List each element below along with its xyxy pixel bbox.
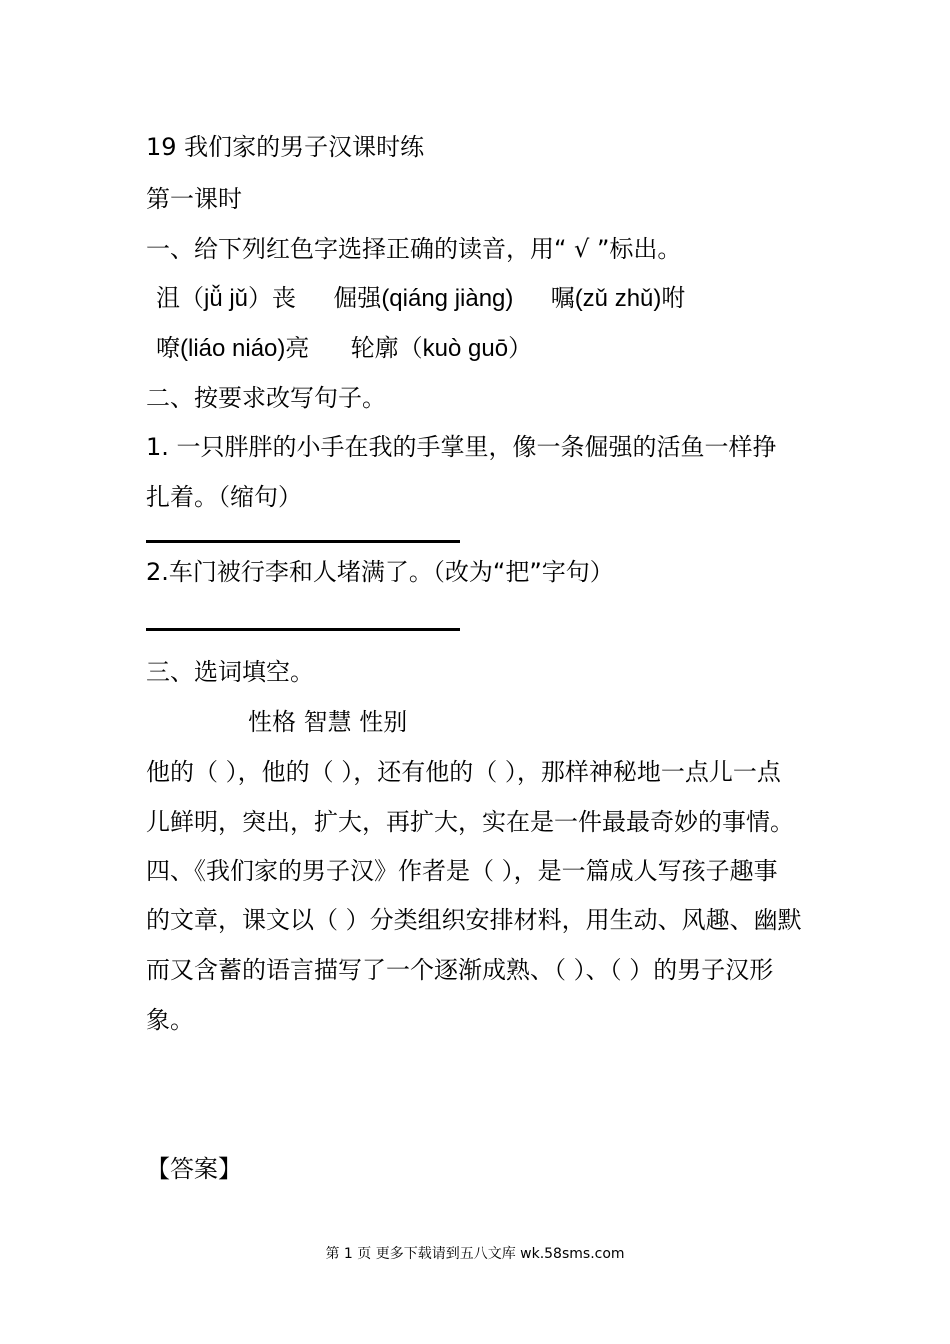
answer-heading: 【答案】 bbox=[146, 1155, 242, 1183]
word-5-options: （kuò guō） bbox=[398, 335, 533, 362]
word-1-options: （jǚ jǔ） bbox=[180, 285, 273, 312]
section3-heading: 三、选词填空。 bbox=[146, 658, 314, 686]
word-4-options: (liáo niáo) bbox=[180, 335, 286, 362]
section3-line-2: 儿鲜明，突出，扩大，再扩大，实在是一件最最奇妙的事情。 bbox=[146, 808, 794, 836]
question-1-line-2: 扎着。（缩句） bbox=[146, 483, 302, 511]
word-2-char: 倔强 bbox=[333, 284, 382, 312]
section2-heading: 二、按要求改写句子。 bbox=[146, 384, 386, 412]
pinyin-row-2 bbox=[156, 332, 532, 365]
answer-blank-1 bbox=[146, 540, 460, 543]
word-bank: 性格 智慧 性别 bbox=[248, 708, 408, 736]
question-2: 2.车门被行李和人堵满了。（改为“把”字句） bbox=[146, 558, 614, 586]
answer-blank-2 bbox=[146, 628, 460, 631]
section3-line-1: 他的（ ），他的（ ），还有他的（ ），那样神秘地一点儿一点 bbox=[146, 758, 781, 786]
pinyin-row-1 bbox=[156, 282, 685, 315]
section1-heading: 一、给下列红色字选择正确的读音，用“ √ ”标出。 bbox=[146, 235, 682, 263]
document-title: 19 我们家的男子汉课时练 bbox=[146, 133, 425, 161]
section4-line-4: 象。 bbox=[146, 1006, 194, 1034]
lesson-label: 第一课时 bbox=[146, 185, 242, 213]
word-5-char: 轮廓 bbox=[350, 334, 399, 362]
section4-line-3: 而又含蓄的语言描写了一个逐渐成熟、（ ）、（ ）的男子汉形 bbox=[146, 956, 774, 984]
word-2-options: (qiáng jiàng) bbox=[381, 285, 514, 312]
page-footer: 第 1 页 更多下载请到五八文库 wk.58sms.com bbox=[325, 1246, 625, 1262]
section4-line-1: 四、《我们家的男子汉》作者是（ ），是一篇成人写孩子趣事 bbox=[146, 857, 778, 885]
section4-line-2: 的文章，课文以（ ）分类组织安排材料，用生动、风趣、幽默 bbox=[146, 906, 802, 934]
word-1-char: 沮 bbox=[156, 284, 180, 312]
word-1-rest: 丧 bbox=[272, 284, 297, 312]
word-3-options: (zǔ zhǔ) bbox=[574, 285, 662, 312]
word-4-rest: 亮 bbox=[285, 334, 310, 362]
word-3-rest: 咐 bbox=[661, 284, 686, 312]
word-3-char: 嘱 bbox=[550, 284, 575, 312]
word-4-char: 嘹 bbox=[156, 334, 180, 362]
question-1-line-1: 1. 一只胖胖的小手在我的手掌里，像一条倔强的活鱼一样挣 bbox=[146, 433, 777, 461]
